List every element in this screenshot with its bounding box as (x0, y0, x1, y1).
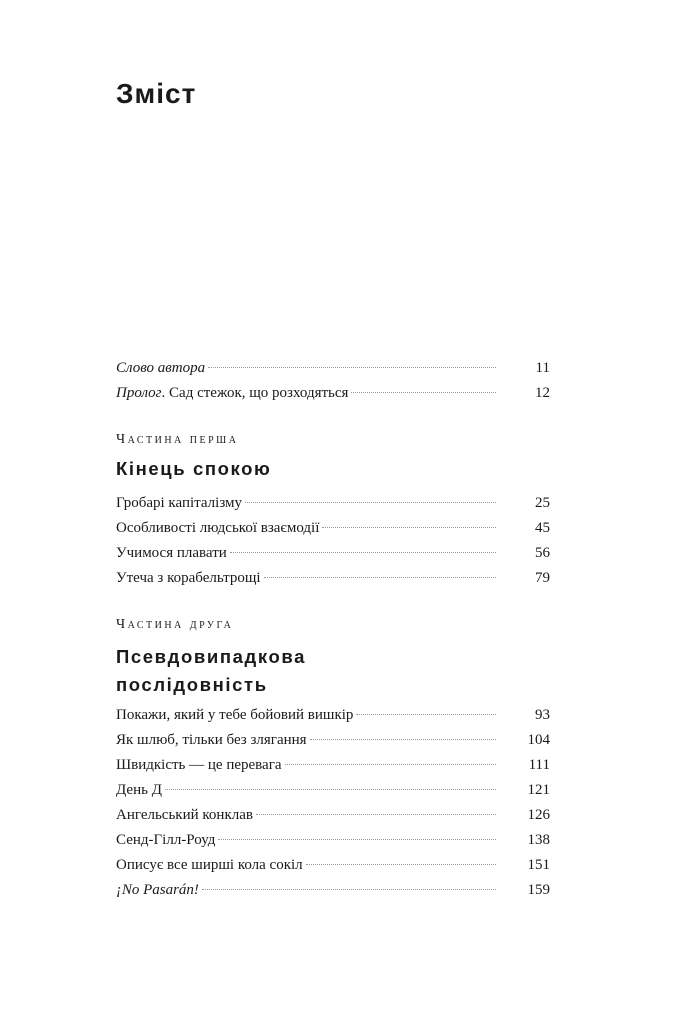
toc-entry-title: Сенд-Гілл-Роуд (116, 832, 216, 848)
dot-leader (208, 367, 496, 368)
toc-entry[interactable] (116, 541, 550, 565)
toc-entry[interactable] (116, 878, 550, 902)
toc-entry-title: День Д (116, 782, 162, 798)
dot-leader (356, 714, 496, 715)
dot-leader (230, 552, 496, 553)
toc-entry[interactable] (116, 516, 550, 540)
toc-page-number: 138 (527, 832, 550, 848)
toc-entry[interactable] (116, 778, 550, 802)
toc-entry-title: Учимося плавати (116, 545, 227, 561)
toc-page-number: 12 (535, 385, 550, 401)
toc-page-number: 25 (535, 495, 550, 511)
toc-page-number: 11 (535, 360, 550, 376)
toc-entry[interactable] (116, 828, 550, 852)
toc-entry-title: Пролог. Сад стежок, що розходяться (116, 385, 349, 401)
toc-entry-title: Описує все ширші кола сокіл (116, 857, 303, 873)
toc-page-number: 151 (527, 857, 550, 873)
toc-entry-title: Слово автора (116, 360, 206, 376)
toc-page-number: 45 (535, 520, 550, 536)
toc-page-number: 79 (535, 570, 550, 586)
dot-leader (351, 392, 496, 393)
dot-leader (310, 739, 496, 740)
part-two-label: Частина друга (116, 617, 234, 632)
part-one-label: Частина перша (116, 432, 239, 447)
dot-leader (245, 502, 496, 503)
dot-leader (264, 577, 496, 578)
toc-entry[interactable] (116, 803, 550, 827)
toc-entry-title: Швидкість — це перевага (116, 757, 282, 773)
part-two-title: Псевдовипадкова послідовність (116, 646, 306, 695)
toc-entry-prologue[interactable] (116, 381, 550, 405)
toc-page-number: 111 (528, 757, 550, 773)
toc-page-number: 159 (527, 882, 550, 898)
toc-entry-title: Гробарі капіталізму (116, 495, 243, 511)
toc-entry-title: Особливості людської взаємодії (116, 520, 320, 536)
dot-leader (218, 839, 496, 840)
dot-leader (202, 889, 496, 890)
toc-page-number: 56 (535, 545, 550, 561)
dot-leader (306, 864, 496, 865)
toc-entry[interactable] (116, 728, 550, 752)
toc-page-number: 104 (527, 732, 550, 748)
toc-entry[interactable] (116, 753, 550, 777)
toc-entry-title: Утеча з корабельтрощі (116, 570, 261, 586)
toc-entry[interactable] (116, 853, 550, 877)
toc-page-number: 126 (527, 807, 550, 823)
toc-page-number: 93 (535, 707, 550, 723)
toc-page-number: 121 (527, 782, 550, 798)
toc-entry-title: ¡No Pasarán! (116, 882, 199, 898)
toc-entry[interactable] (116, 703, 550, 727)
dot-leader (322, 527, 496, 528)
toc-entry-title: Покажи, який у тебе бойовий вишкір (116, 707, 354, 723)
dot-leader (285, 764, 496, 765)
toc-entry-title: Ангельський конклав (116, 807, 253, 823)
dot-leader (256, 814, 496, 815)
toc-entry[interactable] (116, 566, 550, 590)
dot-leader (165, 789, 496, 790)
toc-entry-title: Як шлюб, тільки без злягання (116, 732, 307, 748)
toc-entry-author-word[interactable] (116, 356, 550, 380)
page-title: Зміст (116, 78, 197, 109)
toc-entry[interactable] (116, 491, 550, 515)
part-one-title: Кінець спокою (116, 458, 272, 479)
